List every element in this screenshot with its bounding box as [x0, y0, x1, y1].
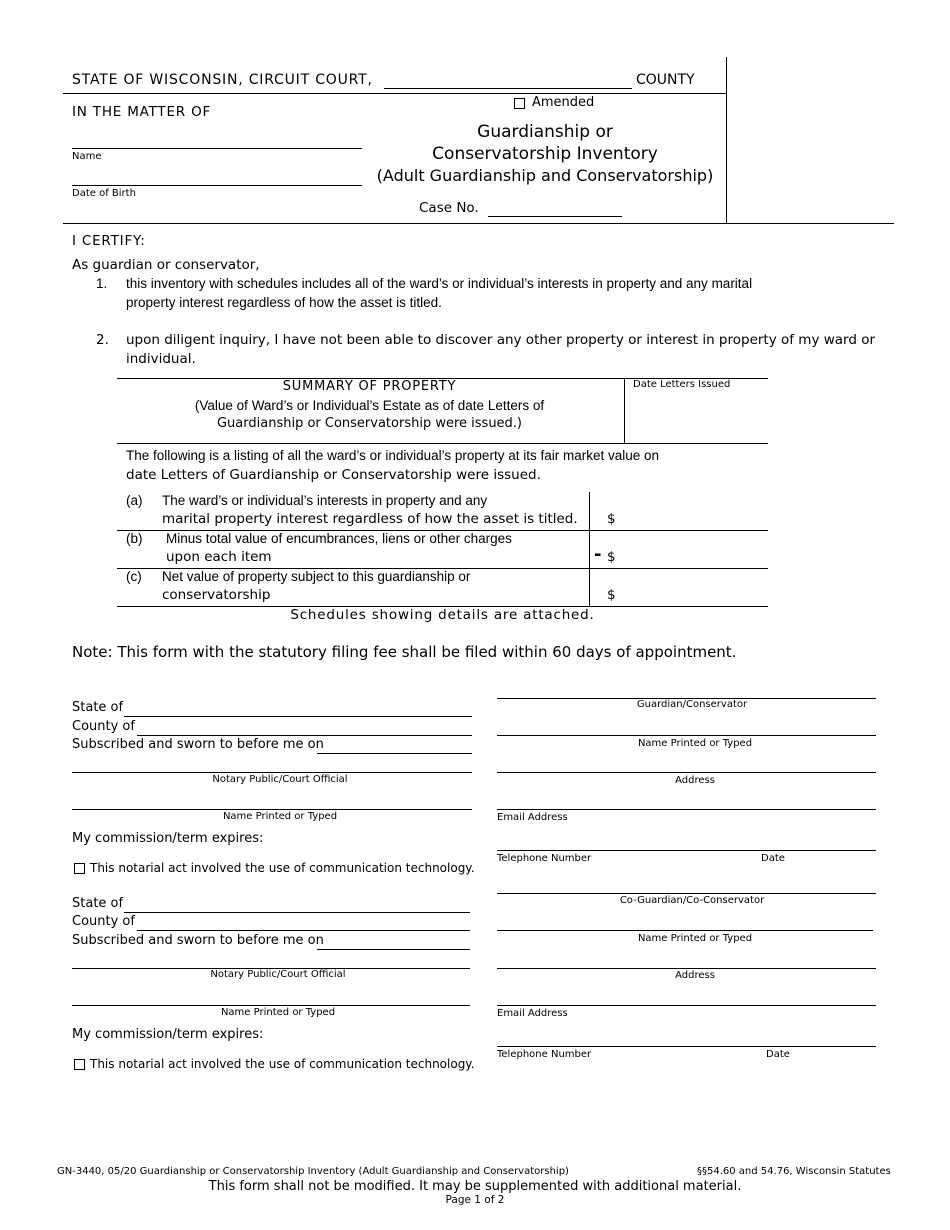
certify-intro: As guardian or conservator,: [72, 257, 260, 273]
coguardian-phone-date-field[interactable]: [497, 1046, 876, 1047]
court-label: STATE OF WISCONSIN, CIRCUIT COURT,: [72, 72, 373, 88]
notary2-comm-tech-label: This notarial act involved the use of communication technology.: [90, 1057, 475, 1071]
notary1-sworn-date-field[interactable]: [317, 753, 472, 754]
matter-label: IN THE MATTER OF: [72, 104, 212, 120]
guardian-email-field[interactable]: [497, 809, 876, 810]
row-b-currency: $: [607, 549, 616, 565]
footer-form-id: GN-3440, 05/20 Guardianship or Conservatorship Inventory (Adult Guardianship and Conservatorship): [57, 1166, 569, 1177]
notary2-official-label: Notary Public/Court Official: [210, 969, 346, 980]
form-title-line1: Guardianship or: [477, 122, 613, 142]
notary1-comm-tech-checkbox[interactable]: [74, 863, 85, 874]
coguardian-address-field[interactable]: [497, 968, 876, 969]
value-column-divider: [589, 492, 590, 606]
row-c-line2: conservatorship: [162, 587, 271, 603]
dob-field[interactable]: [72, 185, 362, 186]
guardian-email-label: Email Address: [497, 812, 568, 823]
notary2-state-field[interactable]: [124, 912, 470, 913]
summary-subtitle-line1: (Value of Ward’s or Individual’s Estate as of date Letters of: [194, 398, 545, 413]
item1-line1: this inventory with schedules includes all of the ward’s or individual’s interests in property and any marital: [126, 276, 753, 291]
row-c-letter: (c): [126, 569, 142, 584]
coguardian-email-label: Email Address: [497, 1008, 568, 1019]
notary1-comm-tech-label: This notarial act involved the use of communication technology.: [90, 861, 475, 875]
row-c-line1: Net value of property subject to this guardianship or: [162, 569, 471, 584]
header-divider-vertical: [726, 57, 727, 223]
item1-number: 1.: [96, 276, 108, 291]
row-a-letter: (a): [126, 493, 143, 508]
item2-line2: individual.: [126, 351, 196, 367]
header-divider-bottom: [63, 223, 894, 224]
guardian-address-label: Address: [675, 775, 715, 786]
amended-label: Amended: [532, 95, 595, 110]
summary-date-divider: [624, 378, 625, 443]
summary-subtitle-line2: Guardianship or Conservatorship were issued.): [216, 416, 523, 431]
guardian-address-field[interactable]: [497, 772, 876, 773]
row-a-currency: $: [607, 511, 616, 527]
case-no-label: Case No.: [419, 200, 479, 216]
certify-heading: I CERTIFY:: [72, 233, 146, 249]
county-name-field[interactable]: [384, 88, 632, 89]
notary2-county-field[interactable]: [137, 930, 470, 931]
footer-page-number: Page 1 of 2: [445, 1194, 505, 1206]
notary1-county-field[interactable]: [137, 735, 472, 736]
guardian-date-label: Date: [761, 853, 785, 864]
notary1-county-label: County of: [72, 719, 135, 734]
notary2-sworn-date-field[interactable]: [317, 949, 470, 950]
row-a-line1: The ward’s or individual’s interests in property and any: [162, 493, 488, 508]
coguardian-printed-name-field[interactable]: [497, 930, 873, 931]
guardian-phone-label: Telephone Number: [497, 853, 592, 864]
notary2-state-label: State of: [72, 896, 124, 911]
item1-line2: property interest regardless of how the asset is titled.: [126, 295, 442, 310]
header-divider-top: [63, 93, 726, 94]
coguardian-email-field[interactable]: [497, 1005, 876, 1006]
notary1-commission-label: My commission/term expires:: [72, 831, 264, 846]
county-label: COUNTY: [636, 72, 695, 88]
listing-line1: The following is a listing of all the ward’s or individual’s property at its fair market value on: [126, 448, 660, 463]
row-b-line2: upon each item: [166, 549, 272, 565]
form-title-line2: Conservatorship Inventory: [432, 144, 658, 164]
notary2-county-label: County of: [72, 914, 135, 929]
coguardian-signature-field[interactable]: [497, 893, 876, 894]
case-no-field[interactable]: [488, 216, 622, 217]
coguardian-phone-label: Telephone Number: [497, 1049, 592, 1060]
coguardian-role-label: Co-Guardian/Co-Conservator: [619, 895, 765, 906]
row-a-line2: marital property interest regardless of how the asset is titled.: [162, 511, 578, 527]
summary-header-bottom: [117, 443, 768, 444]
listing-line2: date Letters of Guardianship or Conservatorship were issued.: [126, 467, 541, 483]
guardian-phone-date-field[interactable]: [497, 850, 876, 851]
coguardian-date-label: Date: [766, 1049, 790, 1060]
notary1-printed-label: Name Printed or Typed: [222, 811, 338, 822]
notary1-state-field[interactable]: [124, 716, 472, 717]
filing-note: Note: This form with the statutory filing fee shall be filed within 60 days of appointment.: [72, 643, 737, 661]
guardian-role-label: Guardian/Conservator: [636, 699, 748, 710]
notary2-commission-label: My commission/term expires:: [72, 1027, 264, 1042]
coguardian-address-label: Address: [675, 970, 715, 981]
guardian-printed-label: Name Printed or Typed: [637, 738, 753, 749]
notary2-comm-tech-checkbox[interactable]: [74, 1059, 85, 1070]
notary1-sworn-label: Subscribed and sworn to before me on: [72, 737, 324, 752]
schedules-note: Schedules showing details are attached.: [290, 607, 595, 623]
coguardian-printed-label: Name Printed or Typed: [637, 933, 753, 944]
footer-statutes: §§54.60 and 54.76, Wisconsin Statutes: [697, 1166, 891, 1177]
dob-label: Date of Birth: [72, 188, 136, 199]
item2-line1: upon diligent inquiry, I have not been able to discover any other property or interest in property of my ward or: [126, 332, 876, 348]
notary1-signature-field[interactable]: [72, 772, 472, 773]
row-c-currency: $: [607, 587, 616, 603]
notary1-official-label: Notary Public/Court Official: [212, 774, 348, 785]
footer-modify-note: This form shall not be modified. It may be supplemented with additional material.: [208, 1179, 742, 1194]
notary1-state-label: State of: [72, 700, 124, 715]
name-field[interactable]: [72, 148, 362, 149]
notary2-sworn-label: Subscribed and sworn to before me on: [72, 933, 324, 948]
notary2-printed-name-field[interactable]: [72, 1005, 470, 1006]
row-b-minus-sign: -: [594, 544, 602, 565]
item2-number: 2.: [96, 332, 109, 348]
row-b-line1: Minus total value of encumbrances, liens or other charges: [166, 531, 512, 546]
notary2-printed-label: Name Printed or Typed: [220, 1007, 336, 1018]
name-label: Name: [72, 151, 102, 162]
form-subtitle: (Adult Guardianship and Conservatorship): [376, 166, 714, 185]
summary-title: SUMMARY OF PROPERTY: [282, 379, 457, 394]
row-b-letter: (b): [126, 531, 143, 546]
date-letters-label: Date Letters Issued: [633, 379, 731, 390]
amended-checkbox[interactable]: [514, 98, 525, 109]
notary1-printed-name-field[interactable]: [72, 809, 472, 810]
guardian-printed-name-field[interactable]: [497, 735, 876, 736]
